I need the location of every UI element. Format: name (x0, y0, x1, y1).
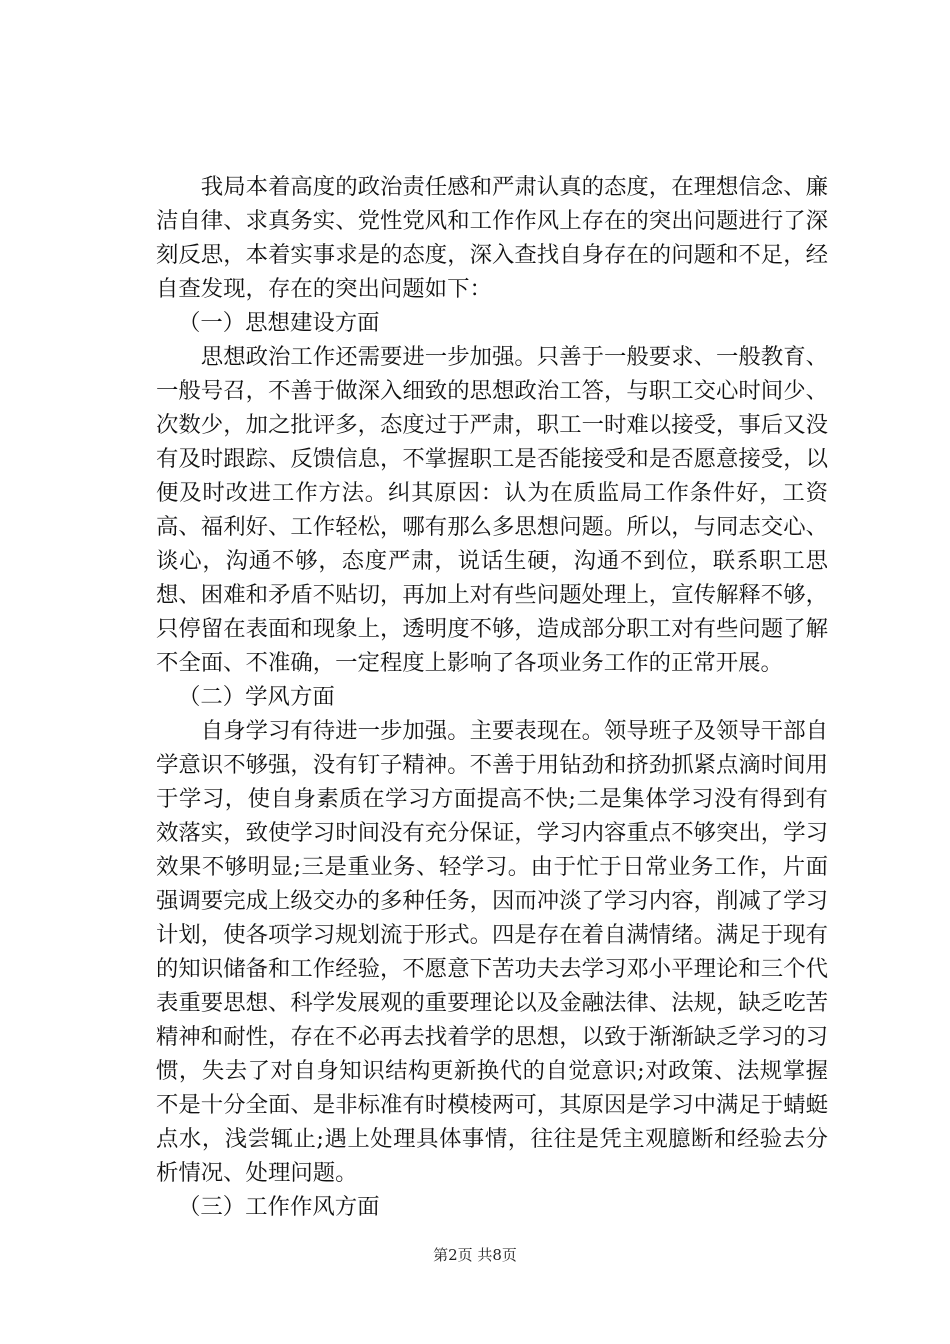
study-style-paragraph: 自身学习有待进一步加强。主要表现在。领导班子及领导干部自学意识不够强，没有钉子精神。不善于用钻劲和挤劲抓紧点滴时间用于学习，使自身素质在学习方面提高不快;二是集体学习没有得到有效落实，致使学习时间没有充分保证，学习内容重点不够突出，学习效果不够明显;三是重业务、轻学习。由于忙于日常业务工作，片面强调要完成上级交办的多种任务，因而冲淡了学习内容，削减了学习计划，使各项学习规划流于形式。四是存在着自满情绪。满足于现有的知识储备和工作经验，不愿意下苦功夫去学习邓小平理论和三个代表重要思想、科学发展观的重要理论以及金融法律、法规，缺乏吃苦精神和耐性，存在不必再去找着学的思想，以致于渐渐缺乏学习的习惯，失去了对自身知识结构更新换代的自觉意识;对政策、法规掌握不是十分全面、是非标准有时模棱两可，其原因是学习中满足于蜻蜓点水，浅尝辄止;遇上处理具体事情，往往是凭主观臆断和经验去分析情况、处理问题。 (156, 718, 828, 1186)
section-heading-study-style: （二）学风方面 (178, 684, 335, 710)
intro-paragraph: 我局本着高度的政治责任感和严肃认真的态度，在理想信念、廉洁自律、求真务实、党性党风和工作作风上存在的突出问题进行了深刻反思，本着实事求是的态度，深入查找自身存在的问题和不足，经自查发现，存在的突出问题如下： (156, 174, 828, 302)
document-body (156, 170, 828, 1224)
ideology-paragraph: 思想政治工作还需要进一步加强。只善于一般要求、一般教育、一般号召，不善于做深入细致的思想政治工答，与职工交心时间少、次数少，加之批评多，态度过于严肃，职工一时难以接受，事后又没有及时跟踪、反馈信息，不掌握职工是否能接受和是否愿意接受，以便及时改进工作方法。纠其原因：认为在质监局工作条件好，工资高、福利好、工作轻松，哪有那么多思想问题。所以，与同志交心、谈心，沟通不够，态度严肃，说话生硬，沟通不到位，联系职工思想、困难和矛盾不贴切，再加上对有些问题处理上，宣传解释不够，只停留在表面和现象上，透明度不够，造成部分职工对有些问题了解不全面、不准确，一定程度上影响了各项业务工作的正常开展。 (156, 344, 828, 676)
page-number-footer: 第2页 共8页 (433, 1246, 517, 1264)
section-heading-work-style: （三）工作作风方面 (178, 1194, 380, 1220)
section-heading-ideology: （一）思想建设方面 (178, 310, 380, 336)
